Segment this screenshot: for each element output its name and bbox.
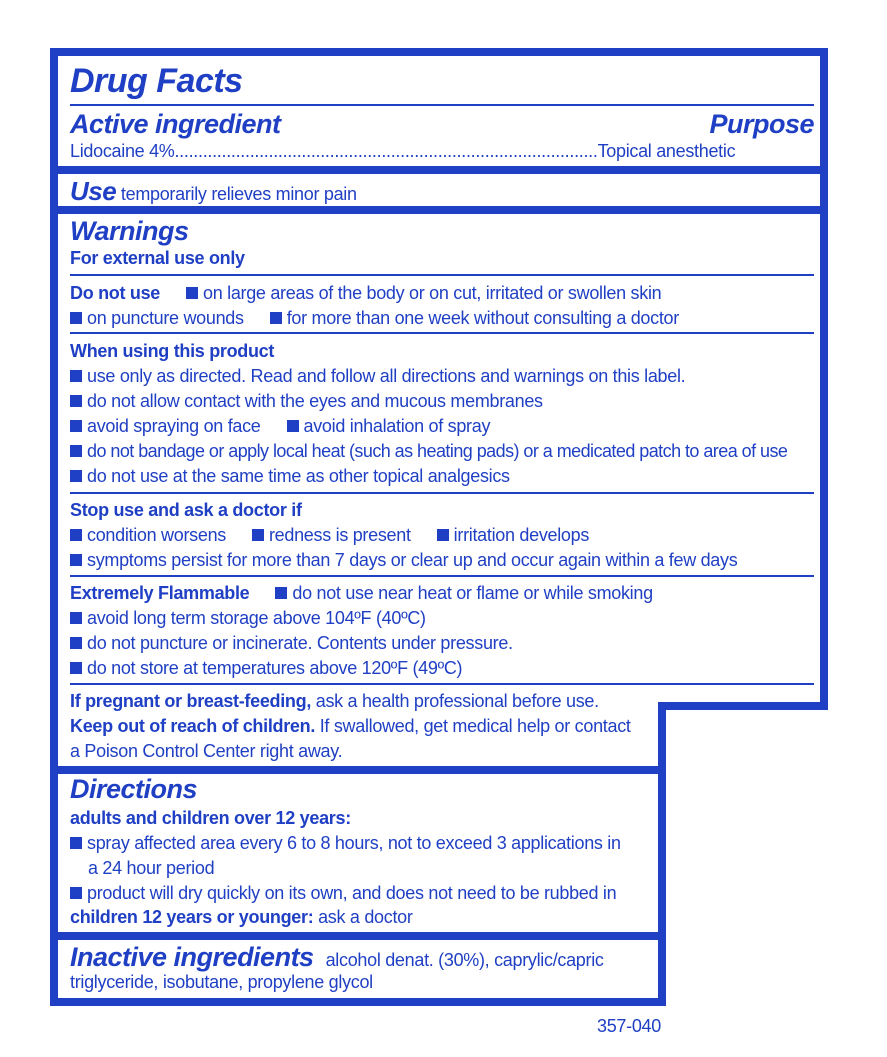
do-not-use-row-2 — [70, 308, 679, 328]
inactive-heading: Inactive ingredients — [70, 942, 314, 972]
divider — [70, 492, 814, 494]
bullet-square-icon — [70, 445, 82, 457]
inactive-row — [70, 941, 604, 976]
when-using-item: avoid spraying on face — [87, 416, 261, 436]
when-using-item: avoid inhalation of spray — [303, 416, 491, 436]
bullet-square-icon — [186, 287, 198, 299]
divider — [70, 274, 814, 276]
list-item — [70, 416, 490, 436]
keep-out-row-2: a Poison Control Center right away. — [70, 741, 343, 761]
divider — [70, 332, 814, 334]
stop-use-item: symptoms persist for more than 7 days or clear up and occur again within a few days — [87, 550, 738, 570]
bullet-square-icon — [70, 887, 82, 899]
purpose-heading: Purpose — [709, 109, 814, 139]
do-not-use-item: on puncture wounds — [87, 308, 244, 328]
do-not-use-label: Do not use — [70, 283, 160, 303]
directions-item: product will dry quickly on its own, and does not need to be rubbed in — [87, 883, 617, 903]
do-not-use-item: for more than one week without consulting a doctor — [286, 308, 679, 328]
flammable-label: Extremely Flammable — [70, 583, 250, 603]
children-text: ask a doctor — [318, 907, 413, 927]
inactive-text-2: triglyceride, isobutane, propylene glycol — [70, 972, 373, 992]
bullet-square-icon — [70, 395, 82, 407]
directions-heading: Directions — [70, 774, 198, 804]
product-code: 357-040 — [597, 1016, 661, 1036]
list-item — [70, 883, 616, 903]
do-not-use-row-1 — [70, 283, 661, 303]
ingredient-name: Lidocaine 4% — [70, 141, 175, 161]
bullet-square-icon — [275, 587, 287, 599]
when-using-label: When using this product — [70, 341, 275, 361]
section-bar — [58, 932, 658, 940]
frame-border — [820, 48, 828, 710]
bullet-square-icon — [70, 529, 82, 541]
list-item — [70, 525, 589, 545]
bullet-square-icon — [70, 420, 82, 432]
children-row — [70, 907, 413, 927]
bullet-square-icon — [70, 312, 82, 324]
bullet-square-icon — [437, 529, 449, 541]
warnings-heading: Warnings — [70, 216, 189, 246]
bullet-square-icon — [70, 470, 82, 482]
frame-border — [50, 48, 58, 1006]
list-item — [70, 391, 543, 411]
stop-use-item: condition worsens — [87, 525, 226, 545]
bullet-square-icon — [70, 370, 82, 382]
list-item — [70, 658, 462, 678]
ingredient-purpose: Topical anesthetic — [597, 141, 736, 161]
pregnant-text: ask a health professional before use. — [315, 691, 599, 711]
leader-dots: .......................................................................................... — [174, 141, 598, 161]
title-divider — [70, 104, 814, 106]
flammable-row — [70, 583, 653, 603]
bullet-square-icon — [252, 529, 264, 541]
list-item — [70, 466, 510, 486]
keep-out-label: Keep out of reach of children. — [70, 716, 316, 736]
active-ingredient-heading: Active ingredient — [70, 109, 281, 139]
stop-use-label: Stop use and ask a doctor if — [70, 500, 302, 520]
flammable-item: do not use near heat or flame or while smoking — [292, 583, 653, 603]
directions-item-cont: a 24 hour period — [88, 858, 215, 878]
bullet-square-icon — [70, 637, 82, 649]
list-item — [70, 441, 787, 461]
stop-use-item: redness is present — [268, 525, 411, 545]
list-item — [70, 550, 737, 570]
inactive-text: alcohol denat. (30%), caprylic/capric — [325, 950, 604, 970]
list-item — [70, 608, 426, 628]
external-use-text: For external use only — [70, 248, 245, 268]
use-heading: Use — [70, 176, 117, 206]
section-bar — [58, 166, 820, 174]
use-text: temporarily relieves minor pain — [120, 184, 357, 204]
frame-border — [50, 48, 828, 56]
bullet-square-icon — [287, 420, 299, 432]
flammable-item: do not store at temperatures above 120ºF (49ºC) — [87, 658, 463, 678]
list-item — [70, 833, 621, 853]
children-label: children 12 years or younger: — [70, 907, 314, 927]
flammable-item: do not puncture or incinerate. Contents under pressure. — [87, 633, 513, 653]
keep-out-row — [70, 716, 631, 736]
frame-border — [658, 702, 666, 1006]
bullet-square-icon — [270, 312, 282, 324]
keep-out-text: If swallowed, get medical help or contact — [319, 716, 631, 736]
bullet-square-icon — [70, 612, 82, 624]
page-title: Drug Facts — [70, 62, 243, 100]
flammable-item: avoid long term storage above 104ºF (40ºC) — [87, 608, 426, 628]
adults-label: adults and children over 12 years: — [70, 808, 351, 828]
when-using-item: do not bandage or apply local heat (such as heating pads) or a medicated patch to area of use — [87, 441, 788, 461]
section-bar — [58, 206, 820, 214]
bullet-square-icon — [70, 662, 82, 674]
when-using-item: do not allow contact with the eyes and mucous membranes — [87, 391, 543, 411]
divider — [70, 575, 814, 577]
when-using-item: do not use at the same time as other topical analgesics — [87, 466, 510, 486]
when-using-item: use only as directed. Read and follow all directions and warnings on this label. — [87, 366, 686, 386]
divider — [70, 683, 814, 685]
stop-use-item: irritation develops — [453, 525, 590, 545]
directions-item: spray affected area every 6 to 8 hours, not to exceed 3 applications in — [87, 833, 621, 853]
frame-border — [658, 702, 828, 710]
active-ingredient-row — [70, 141, 735, 161]
use-row — [70, 176, 357, 209]
frame-border — [50, 998, 666, 1006]
pregnant-row — [70, 691, 599, 711]
bullet-square-icon — [70, 837, 82, 849]
do-not-use-item: on large areas of the body or on cut, irritated or swollen skin — [203, 283, 662, 303]
pregnant-label: If pregnant or breast-feeding, — [70, 691, 312, 711]
bullet-square-icon — [70, 554, 82, 566]
list-item — [70, 366, 685, 386]
list-item — [70, 633, 513, 653]
